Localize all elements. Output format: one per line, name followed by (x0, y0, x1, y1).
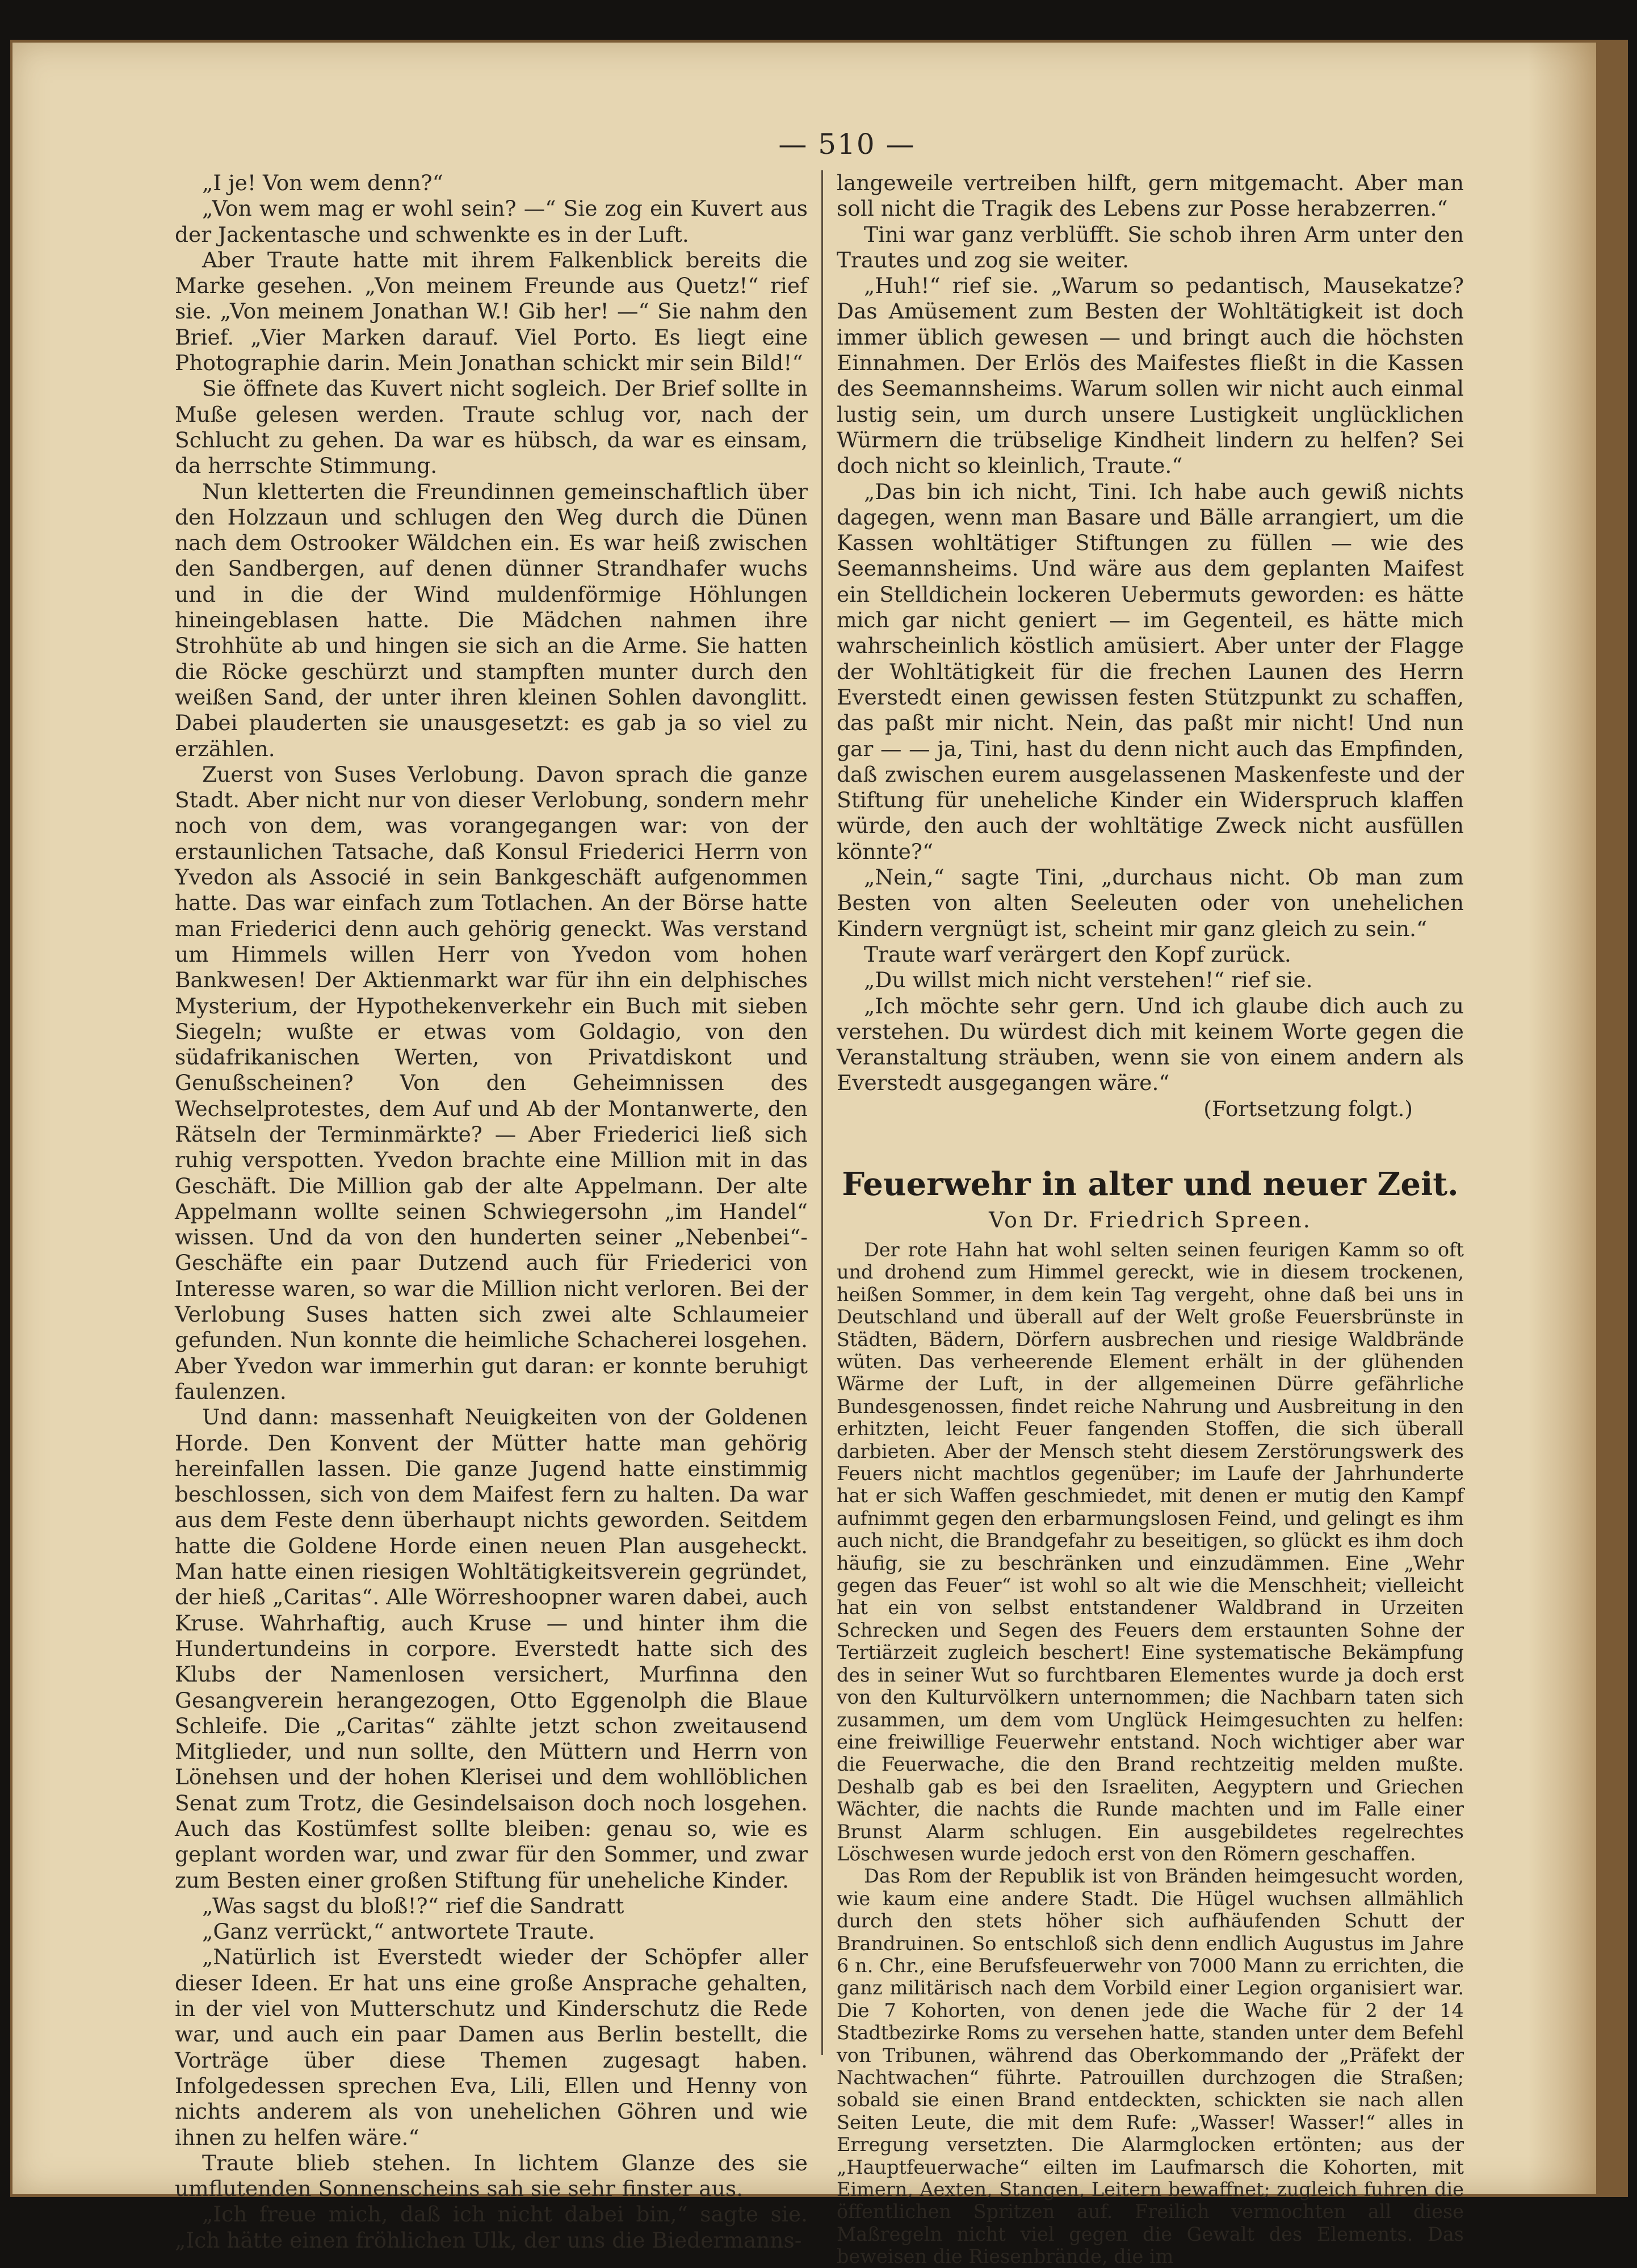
column-divider (821, 170, 823, 2055)
paragraph: „Ganz verrückt,“ antwortete Traute. (202, 1919, 595, 1944)
continuation-note: (Fortsetzung folgt.) (1203, 1096, 1413, 1121)
article-body (837, 1239, 1464, 2268)
article-byline: Von Dr. Friedrich Spreen. (989, 1207, 1312, 1232)
paragraph: Zuerst von Suses Verlobung. Davon sprach die ganze Stadt. Aber nicht nur von dieser Verlobung, sondern mehr noch von dem, was vorangegangen war: von der erstaunlichen Tatsache, daß Konsul Friederici Herrn von Yvedon als Associé in sein Bankgeschäft aufgenommen hatte. Das war einfach zum Totlachen. An der Börse hatte man Friederici denn auch gehörig geneckt. Was verstand um Himmels willen Herr von Yvedon vom hohen Bankwesen! Der Aktienmarkt war für ihn ein delphisches Mysterium, der Hypothekenverkehr ein Buch mit sieben Siegeln; wußte er etwas vom Goldagio, von den südafrikanischen Werten, von Privatdiskont und Genußscheinen? Von den Geheimnissen des Wechselprotestes, dem Auf und Ab der Montanwerte, den Rätseln der Terminmärkte? — Aber Friederici ließ sich ruhig verspotten. Yvedon brachte eine Million mit in das Geschäft. Die Million gab der alte Appelmann. Der alte Appelmann wollte seinen Schwiegersohn „im Handel“ wissen. Und da von den hunderten seiner „Nebenbei“-Geschäfte ein paar Dutzend auch für Friederici von Interesse waren, so war die Million nicht verloren. Bei der Verlobung Suses hatten sich zwei alte Schlaumeier gefunden. Nun konnte die heimliche Schacherei losgehen. Aber Yvedon war immerhin gut daran: er konnte beruhigt faulenzen. (175, 761, 808, 1404)
paragraph: Und dann: massenhaft Neuigkeiten von der Goldenen Horde. Den Konvent der Mütter hatte man gehörig hereinfallen lassen. Die ganze Jugend hatte einstimmig beschlossen, sich von dem Maifest fern zu halten. Da war aus dem Feste denn überhaupt nichts geworden. Seitdem hatte die Goldene Horde einen neuen Plan ausgeheckt. Man hatte einen riesigen Wohltätigkeitsverein gegründet, der hieß „Caritas“. Alle Wörreshoopner waren dabei, auch Kruse. Wahrhaftig, auch Kruse — und hinter ihm die Hundertundeins in corpore. Everstedt hatte sich des Klubs der Namenlosen versichert, Murfinna den Gesangverein herangezogen, Otto Eggenolph die Blaue Schleife. Die „Caritas“ zählte jetzt schon zweitausend Mitglieder, und nun sollte, den Müttern und Herrn von Lönehsen und der hohen Klerisei und dem wohllöblichen Senat zum Trotz, die Gesindelsaison doch noch losgehen. Auch das Kostümfest sollte bleiben: genau so, wie es geplant worden war, und zwar für den Sommer, und zwar zum Besten einer großen Stiftung für uneheliche Kinder. (175, 1405, 808, 1893)
paragraph: „Ich möchte sehr gern. Und ich glaube dich auch zu verstehen. Du würdest dich mit keinem Worte gegen die Veranstaltung sträuben, wenn sie von einem andern als Everstedt ausgegangen wäre.“ (837, 993, 1464, 1096)
paragraph: „Ich freue mich, daß ich nicht dabei bin,“ sagte sie. „Ich hätte einen fröhlichen Ulk, der uns die Biedermanns- (175, 2202, 808, 2253)
paragraph: „Was sagst du bloß!?“ rief die Sandratt (202, 1893, 624, 1918)
paragraph: Tini war ganz verblüfft. Sie schob ihren Arm unter den Trautes und zog sie weiter. (837, 221, 1464, 273)
right-column (837, 170, 1464, 2268)
paragraph: Traute warf verärgert den Kopf zurück. (864, 941, 1291, 967)
paragraph: „Huh!“ rief sie. „Warum so pedantisch, Mausekatze? Das Amüsement zum Besten der Wohltätigkeit ist doch immer üblich gewesen — und bringt auch die höchsten Einnahmen. Der Erlös des Maifestes fließt in die Kassen des Seemannsheims. Warum sollen wir nicht auch einmal lustig sein, um durch unsere Lustigkeit unglücklichen Würmern die trübselige Kindheit lindern zu helfen? Sei doch nicht so kleinlich, Traute.“ (837, 273, 1464, 479)
paragraph: „I je! Von wem denn?“ (202, 170, 443, 195)
paragraph: „Natürlich ist Everstedt wieder der Schöpfer aller dieser Ideen. Er hat uns eine große Ansprache gehalten, in der viel von Mutterschutz und Kinderschutz die Rede war, und auch ein paar Damen aus Berlin bestellt, die Vorträge über diese Themen zugesagt haben. Infolgedessen sprechen Eva, Lili, Ellen und Henny von nichts anderem als von unehelichen Göhren und wie ihnen zu helfen wäre.“ (175, 1944, 808, 2150)
paragraph: „Nein,“ sagte Tini, „durchaus nicht. Ob man zum Besten von alten Seeleuten oder von unehelichen Kindern vergnügt ist, scheint mir ganz gleich zu sein.“ (837, 865, 1464, 941)
paragraph: Aber Traute hatte mit ihrem Falkenblick bereits die Marke gesehen. „Von meinem Freunde aus Quetz!“ rief sie. „Von meinem Jonathan W.! Gib her! —“ Sie nahm den Brief. „Vier Marken darauf. Viel Porto. Es liegt eine Photographie darin. Mein Jonathan schickt mir sein Bild!“ (175, 247, 808, 376)
paragraph: Nun kletterten die Freundinnen gemeinschaftlich über den Holzzaun und schlugen den Weg durch die Dünen nach dem Ostrooker Wäldchen ein. Es war heiß zwischen den Sandbergen, auf denen dünner Strandhafer wuchs und in die der Wind muldenförmige Höhlungen hineingeblasen hatte. Die Mädchen nahmen ihre Strohhüte ab und hingen sie sich an die Arme. Sie hatten die Röcke geschürzt und stampften munter durch den weißen Sand, der unter ihren kleinen Sohlen davonglitt. Dabei plauderten sie unausgesetzt: es gab ja so viel zu erzählen. (175, 479, 808, 761)
article-paragraph: Der rote Hahn hat wohl selten seinen feurigen Kamm so oft und drohend zum Himmel gereckt, wie in diesem trockenen, heißen Sommer, in dem kein Tag vergeht, ohne daß bei uns in Deutschland und überall auf der Welt große Feuersbrünste in Städten, Bädern, Dörfern ausbrechen und riesige Waldbrände wüten. Das verheerende Element erhält in der glühenden Wärme der Luft, in der allgemeinen Dürre gefährliche Bundesgenossen, findet reiche Nahrung und Ausbreitung in den erhitzten, leicht Feuer fangenden Stoffen, die sich überall darbieten. Aber der Mensch steht diesem Zerstörungswerk des Feuers nicht machtlos gegenüber; im Laufe der Jahrhunderte hat er sich Waffen geschmiedet, mit denen er mutig den Kampf aufnimmt gegen den erbarmungslosen Feind, und gelingt es ihm auch nicht, die Brandgefahr zu beseitigen, so glückt es ihm doch häufig, sie zu beschränken und einzudämmen. Eine „Wehr gegen das Feuer“ ist wohl so alt wie die Menschheit; vielleicht hat ein von selbst entstandener Waldbrand in Urzeiten Schrecken und Segen des Feuers dem erstaunten Sohne der Tertiärzeit zugleich beschert! Eine systematische Bekämpfung des in seiner Wut so furchtbaren Elementes wurde ja doch erst von den Kulturvölkern unternommen; die Nachbarn taten sich zusammen, um dem vom Unglück Heimgesuchten zu helfen: eine freiwillige Feuerwehr entstand. Noch wichtiger aber war die Feuerwache, die den Brand rechtzeitig melden mußte. Deshalb gab es bei den Israeliten, Aegyptern und Griechen Wächter, die nachts die Runde machten und im Falle einer Brunst Alarm schlugen. Ein ausgebildetes regelrechtes Löschwesen wurde jedoch erst von den Römern geschaffen. (837, 1238, 1464, 1865)
paragraph: „Du willst mich nicht verstehen!“ rief sie. (864, 967, 1313, 993)
article-title: Feuerwehr in alter und neuer Zeit. (842, 1165, 1459, 1203)
paragraph: Traute blieb stehen. In lichtem Glanze des sie umflutenden Sonnenscheins sah sie sehr finster aus. (175, 2150, 808, 2202)
left-column (175, 170, 808, 2253)
paragraph: „Das bin ich nicht, Tini. Ich habe auch gewiß nichts dagegen, wenn man Basare und Bälle arrangiert, um die Kassen wohltätiger Stiftungen zu füllen — wie des Seemannsheims. Und wäre aus dem geplanten Maifest ein Stelldichein lockeren Uebermuts geworden: es hätte mich gar nicht geniert — im Gegenteil, es hätte mich wahrscheinlich köstlich amüsiert. Aber unter der Flagge der Wohltätigkeit für die frechen Launen des Herrn Everstedt einen gewissen festen Stützpunkt zu schaffen, das paßt mir nicht. Nein, das paßt mir nicht! Und nun gar — — ja, Tini, hast du denn nicht auch das Empfinden, daß zwischen eurem ausgelassenen Maskenfeste und der Stiftung für uneheliche Kinder ein Widerspruch klaffen würde, den auch der wohltätige Zweck nicht ausfüllen könnte?“ (837, 479, 1464, 864)
page-number: — 510 — (778, 128, 916, 161)
paragraph: Sie öffnete das Kuvert nicht sogleich. Der Brief sollte in Muße gelesen werden. Traute schlug vor, nach der Schlucht zu gehen. Da war es hübsch, da war es einsam, da herrschte Stimmung. (175, 376, 808, 479)
paragraph: langeweile vertreiben hilft, gern mitgemacht. Aber man soll nicht die Tragik des Lebens zur Posse herabzerren.“ (837, 170, 1464, 221)
article-paragraph: Das Rom der Republik ist von Bränden heimgesucht worden, wie kaum eine andere Stadt. Die Hügel wuchsen allmählich durch den stets höher sich aufhäufenden Schutt der Brandruinen. So entschloß sich denn endlich Augustus im Jahre 6 n. Chr., eine Berufsfeuerwehr von 7000 Mann zu errichten, die ganz militärisch nach dem Vorbild einer Legion organisiert war. Die 7 Kohorten, von denen jede die Wache für 2 der 14 Stadtbezirke Roms zu versehen hatte, standen unter dem Befehl von Tribunen, während das Oberkommando der „Präfekt der Nachtwachen“ führte. Patrouillen durchzogen die Straßen; sobald sie einen Brand entdeckten, schickten sie nach allen Seiten Leute, die mit dem Rufe: „Wasser! Wasser!“ alles in Erregung versetzten. Die Alarmglocken ertönten; aus der „Hauptfeuerwache“ eilten im Laufmarsch die Kohorten, mit Eimern, Aexten, Stangen, Leitern bewaffnet; zugleich fuhren die öffentlichen Spritzen auf. Freilich vermochten all diese Maßregeln nicht viel gegen die Gewalt des Elements. Das beweisen die Riesenbrände, die im (837, 1865, 1464, 2268)
paragraph: „Von wem mag er wohl sein? —“ Sie zog ein Kuvert aus der Jackentasche und schwenkte es in der Luft. (175, 196, 808, 247)
